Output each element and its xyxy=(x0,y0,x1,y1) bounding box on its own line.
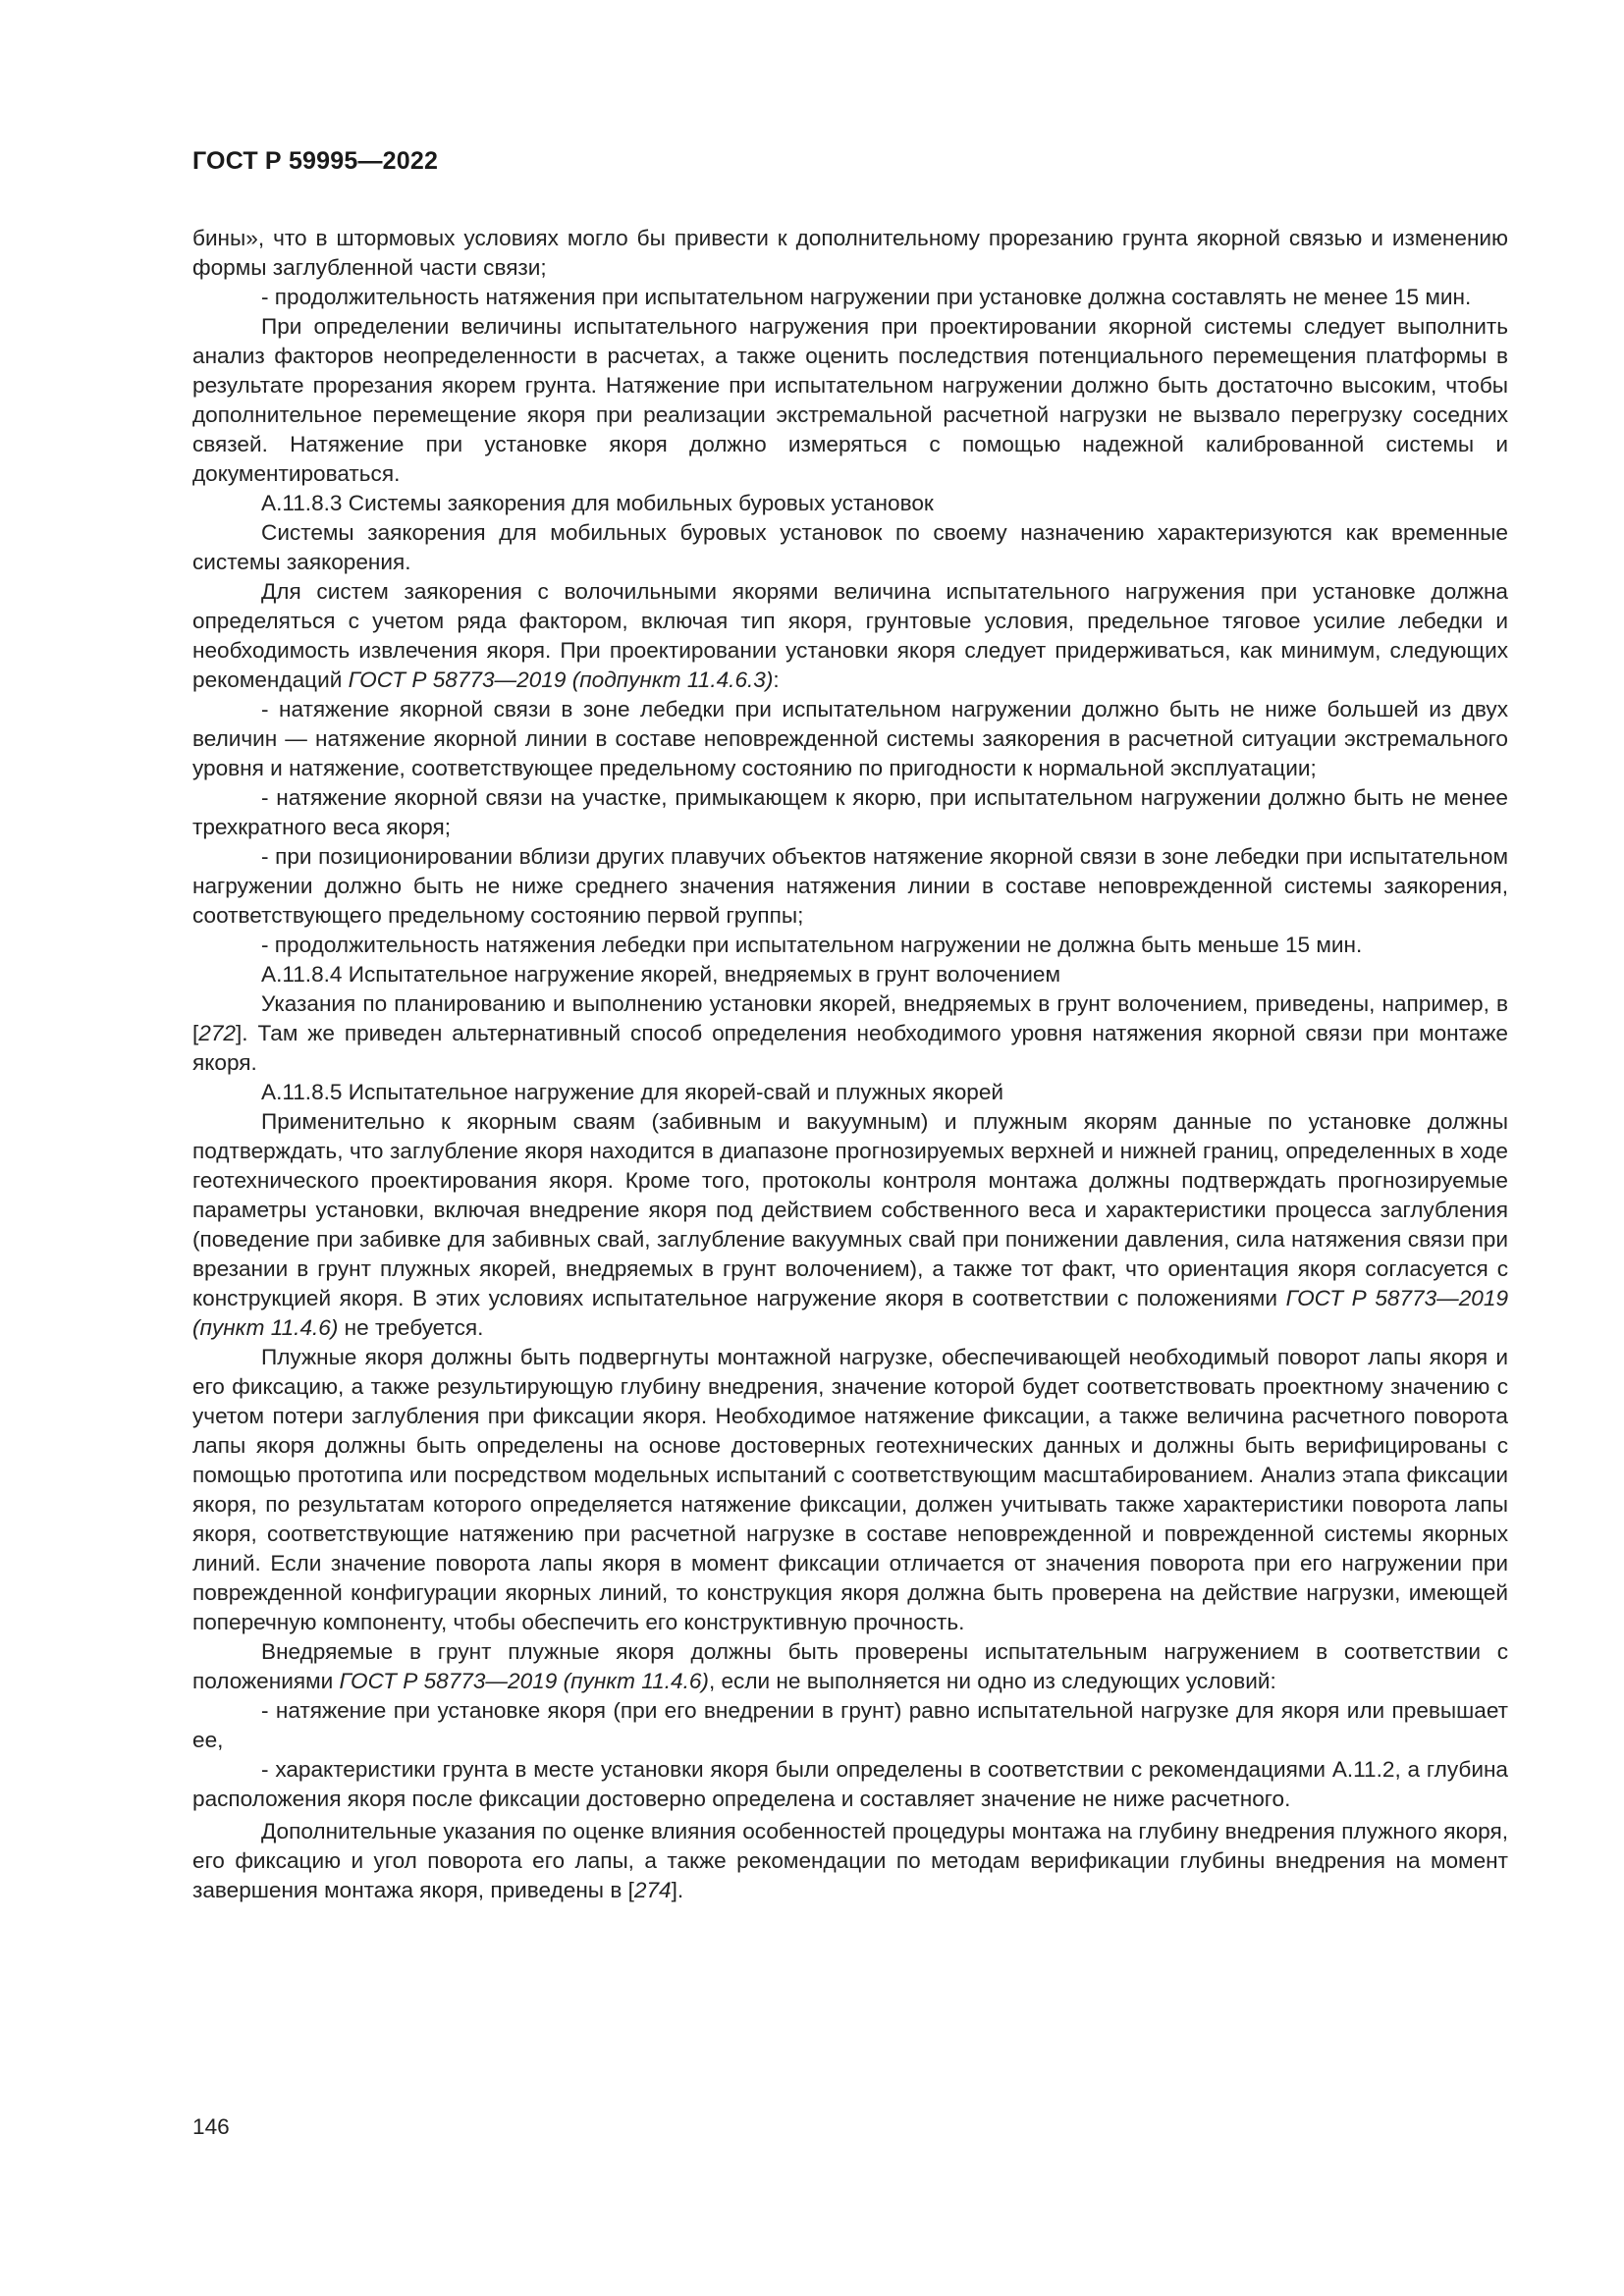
paragraph: Системы заякорения для мобильных буровых установок по своему назначению характеризуются как временные системы заякорения. xyxy=(192,520,1508,574)
paragraph-text: Для систем заякорения с волочильными якорями величина испытательного нагружения при установке должна определяться с учетом ряда фактором, включая тип якоря, грунтовые условия, предельное тяговое усилие лебедки и необходимость извлечения якоря. При проектировании установки якоря следует придерживаться, как минимум, следующих рекомендаций xyxy=(192,579,1508,692)
paragraph: Плужные якоря должны быть подвергнуты монтажной нагрузке, обеспечивающей необходимый поворот лапы якоря и его фиксацию, а также результирующую глубину внедрения, значение которой будет соответствовать проектному значению с учетом потери заглубления при фиксации якоря. Необходимое натяжение фиксации, а также величина расчетного поворота лапы якоря должны быть определены на основе достоверных геотехнических данных и должны быть верифицированы с помощью прототипа или посредством модельных испытаний с соответствующим масштабированием. Анализ этапа фиксации якоря, по результатам которого определяется натяжение фиксации, должен учитывать также характеристики поворота лапы якоря, соответствующие натяжению при расчетной нагрузке в составе неповрежденной и поврежденной системы якорных линий. Если значение поворота лапы якоря в момент фиксации отличается от значения поворота при его нагружении при поврежденной конфигурации якорных линий, то конструкция якоря должна быть проверена на действие нагрузки, имеющей поперечную компоненту, чтобы обеспечить его конструктивную прочность. xyxy=(192,1345,1508,1634)
paragraph-text: Внедряемые в грунт плужные якоря должны быть проверены испытательным нагружением в соответствии с положениями xyxy=(192,1639,1508,1693)
list-item: - при позиционировании вблизи других плавучих объектов натяжение якорной связи в зоне лебедки при испытательном нагружении должно быть не ниже среднего значения натяжения линии в составе неповрежденной системы заякорения, соответствующего предельному состоянию первой группы; xyxy=(192,844,1508,928)
paragraph-text: , если не выполняется ни одно из следующих условий: xyxy=(708,1669,1276,1693)
paragraph xyxy=(192,989,1508,1078)
paragraph xyxy=(192,577,1508,695)
paragraph: При определении величины испытательного нагружения при проектировании якорной системы следует выполнить анализ факторов неопределенности в расчетах, а также оценить последствия потенциального перемещения платформы в результате прорезания якорем грунта. Натяжение при испытательном нагружении должно быть достаточно высоким, чтобы дополнительное перемещение якоря при реализации экстремальной расчетной нагрузки не вызвало перегрузку соседних связей. Натяжение при установке якоря должно измеряться с помощью надежной калиброванной системы и документироваться. xyxy=(192,314,1508,486)
paragraph xyxy=(192,1817,1508,1905)
citation-reference: 272 xyxy=(198,1021,236,1045)
paragraph-text: ]. Там же приведен альтернативный способ определения необходимого уровня натяжения якорной связи при монтаже якоря. xyxy=(192,1021,1508,1075)
list-item: - натяжение якорной связи в зоне лебедки при испытательном нагружении должно быть не ниже большей из двух величин — натяжение якорной линии в составе неповрежденной системы заякорения в расчетной ситуации экстремального уровня и натяжение, соответствующее предельному состоянию по пригодности к нормальной эксплуатации; xyxy=(192,697,1508,780)
standard-reference: ГОСТ Р 58773—2019 (пункт 11.4.6) xyxy=(192,1286,1509,1340)
standard-reference: ГОСТ Р 58773—2019 (подпункт 11.4.6.3) xyxy=(348,667,774,692)
list-item: - продолжительность натяжения лебедки при испытательном нагружении не должна быть меньше 15 мин. xyxy=(261,933,1363,957)
list-item: - продолжительность натяжения при испытательном нагружении при установке должна составлять не менее 15 мин. xyxy=(261,285,1472,309)
paragraph-text: не требуется. xyxy=(338,1315,484,1340)
list-item: - натяжение при установке якоря (при его внедрении в грунт) равно испытательной нагрузке для якоря или превышает ее, xyxy=(192,1698,1508,1752)
standard-reference: ГОСТ Р 58773—2019 (пункт 11.4.6) xyxy=(339,1669,709,1693)
list-item: - характеристики грунта в месте установки якоря были определены в соответствии с рекомендациями А.11.2, а глубина расположения якоря после фиксации достоверно определена и составляет значение не ниже расчетного. xyxy=(192,1757,1508,1811)
paragraph-text: Дополнительные указания по оценке влияния особенностей процедуры монтажа на глубину внедрения плужного якоря, его фиксацию и угол поворота его лапы, а также рекомендации по методам верификации глубины внедрения на момент завершения монтажа якоря, приведены в [ xyxy=(192,1819,1508,1902)
paragraph xyxy=(192,1107,1508,1343)
section-heading: А.11.8.3 Системы заякорения для мобильных буровых установок xyxy=(261,491,934,515)
section-heading: А.11.8.4 Испытательное нагружение якорей, внедряемых в грунт волочением xyxy=(261,962,1060,987)
paragraph-text: Указания по планированию и выполнению установки якорей, внедряемых в грунт волочением, приведены, например, в [ xyxy=(192,991,1508,1045)
paragraph-text: : xyxy=(773,667,780,692)
document-header: ГОСТ Р 59995—2022 xyxy=(192,147,439,175)
paragraph-text: ]. xyxy=(671,1878,684,1902)
page-number: 146 xyxy=(192,2114,230,2139)
paragraph-text: Применительно к якорным сваям (забивным и вакуумным) и плужным якорям данные по установке должны подтверждать, что заглубление якоря находится в диапазоне прогнозируемых верхней и нижней границ, определенных в ходе геотехнического проектирования якоря. Кроме того, протоколы контроля монтажа должны подтверждать прогнозируемые параметры установки, включая внедрение якоря под действием собственного веса и характеристики процесса заглубления (поведение при забивке для забивных свай, заглубление вакуумных свай при понижении давления, сила натяжения связи при врезании в грунт плужных якорей, внедряемых в грунт волочением), а также тот факт, что ориентация якоря согласуется с конструкцией якоря. В этих условиях испытательное нагружение якоря в соответствии с положениями xyxy=(192,1109,1508,1310)
list-item: - натяжение якорной связи на участке, примыкающем к якорю, при испытательном нагружении должно быть не менее трехкратного веса якоря; xyxy=(192,785,1508,839)
paragraph xyxy=(192,1637,1508,1696)
section-heading: А.11.8.5 Испытательное нагружение для якорей-свай и плужных якорей xyxy=(261,1080,1004,1104)
citation-reference: 274 xyxy=(633,1878,672,1902)
document-body xyxy=(192,224,1508,1905)
paragraph: бины», что в штормовых условиях могло бы привести к дополнительному прорезанию грунта якорной связью и изменению формы заглубленной части связи; xyxy=(192,226,1508,280)
